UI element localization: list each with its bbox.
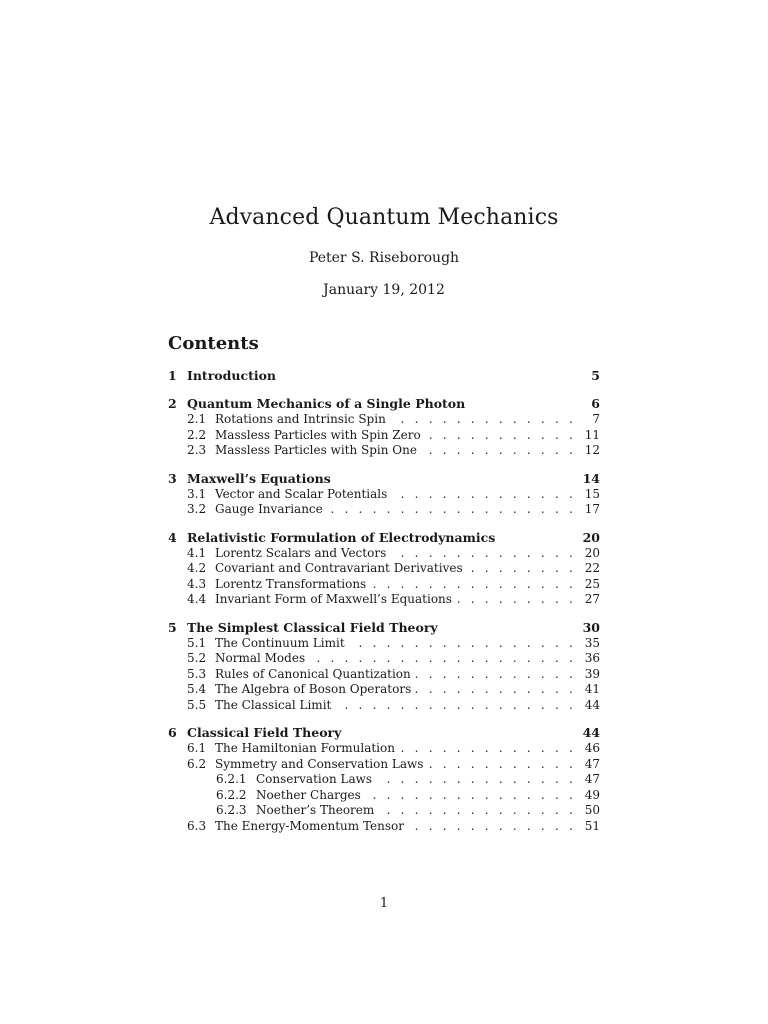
contents-heading: Contents <box>168 333 259 354</box>
section-title: The Continuum Limit <box>215 635 345 650</box>
toc-section-entry[interactable] <box>168 667 600 683</box>
section-page: 11 <box>584 427 600 442</box>
section-title: The Algebra of Boson Operators <box>215 682 412 696</box>
dot-leader <box>415 682 576 698</box>
toc-chapter-entry[interactable] <box>168 470 600 487</box>
subsection-number: 6.2.2 <box>216 787 247 802</box>
subsection-page: 50 <box>584 803 600 817</box>
dot-leader <box>349 636 576 652</box>
chapter-title: Maxwell’s Equations <box>187 470 331 486</box>
dot-leader <box>390 412 576 428</box>
subsection-title: Noether’s Theorem <box>256 803 375 817</box>
subsection-number: 6.2.3 <box>216 803 247 817</box>
toc-section-entry[interactable] <box>168 592 600 608</box>
toc-section-entry[interactable] <box>168 757 600 773</box>
chapter-title: Quantum Mechanics of a Single Photon <box>187 396 466 411</box>
section-page: 15 <box>584 486 600 501</box>
section-number: 4.3 <box>187 576 207 591</box>
toc-section-entry[interactable] <box>168 443 600 459</box>
chapter-title: Classical Field Theory <box>187 725 342 740</box>
subsection-page: 47 <box>584 772 600 786</box>
author-name: Peter S. Riseborough <box>308 250 460 266</box>
dot-leader <box>467 561 576 577</box>
toc-section-entry[interactable] <box>168 741 600 757</box>
section-title: Rotations and Intrinsic Spin <box>215 412 386 426</box>
section-page: 51 <box>584 818 600 833</box>
section-page: 27 <box>584 592 600 606</box>
chapter-page: 6 <box>591 396 600 411</box>
section-page: 47 <box>584 756 600 771</box>
chapter-number: 5 <box>168 619 177 635</box>
chapter-page: 14 <box>582 470 600 486</box>
toc-chapter-entry[interactable] <box>168 395 600 412</box>
section-title: Massless Particles with Spin One <box>215 443 417 457</box>
toc-section-entry[interactable] <box>168 561 600 577</box>
section-title: Lorentz Scalars and Vectors <box>215 545 387 560</box>
subsection-title: Conservation Laws <box>256 772 373 786</box>
section-title: Rules of Canonical Quantization <box>215 666 411 681</box>
dot-leader <box>390 546 576 562</box>
chapter-title: The Simplest Classical Field Theory <box>187 619 438 635</box>
section-page: 41 <box>584 682 600 696</box>
table-of-contents <box>168 367 600 845</box>
toc-section-entry[interactable] <box>168 487 600 503</box>
dot-leader <box>421 443 576 459</box>
section-page: 39 <box>584 666 600 681</box>
section-title: Vector and Scalar Potentials <box>215 486 388 501</box>
dot-leader <box>425 428 576 444</box>
section-number: 4.2 <box>187 561 207 575</box>
toc-section-entry[interactable] <box>168 651 600 667</box>
toc-section-entry[interactable] <box>168 412 600 428</box>
toc-chapter <box>168 724 600 834</box>
section-page: 35 <box>584 635 600 650</box>
chapter-number: 6 <box>168 725 177 740</box>
document-title: Advanced Quantum Mechanics <box>209 205 559 230</box>
toc-section-entry[interactable] <box>168 502 600 518</box>
section-page: 46 <box>584 741 600 755</box>
dot-leader <box>365 788 576 804</box>
toc-chapter-entry[interactable] <box>168 367 600 384</box>
toc-chapter <box>168 529 600 608</box>
page-number: 1 <box>379 896 389 911</box>
subsection-title: Noether Charges <box>256 787 361 802</box>
dot-leader <box>427 757 576 773</box>
dot-leader <box>327 502 576 518</box>
toc-section-entry[interactable] <box>168 577 600 593</box>
section-page: 20 <box>584 545 600 560</box>
dot-leader <box>456 592 576 608</box>
section-title: Massless Particles with Spin Zero <box>215 427 421 442</box>
toc-section-entry[interactable] <box>168 698 600 714</box>
section-number: 6.3 <box>187 818 207 833</box>
chapter-page: 30 <box>582 619 600 635</box>
toc-section-entry[interactable] <box>168 428 600 444</box>
chapter-page: 44 <box>582 725 600 740</box>
section-page: 36 <box>584 651 600 665</box>
toc-section-entry[interactable] <box>168 819 600 835</box>
dot-leader <box>335 698 576 714</box>
dot-leader <box>376 772 576 788</box>
dot-leader <box>378 803 576 819</box>
section-number: 2.1 <box>187 412 207 426</box>
section-number: 5.3 <box>187 666 207 681</box>
toc-section-entry[interactable] <box>168 636 600 652</box>
chapter-number: 1 <box>168 368 177 383</box>
toc-section-entry[interactable] <box>168 546 600 562</box>
dot-leader <box>370 577 576 593</box>
section-title: Normal Modes <box>215 651 306 665</box>
dot-leader <box>408 819 576 835</box>
section-page: 22 <box>584 561 600 575</box>
section-page: 12 <box>584 443 600 457</box>
toc-chapter-entry[interactable] <box>168 529 600 546</box>
section-number: 2.2 <box>187 427 207 442</box>
toc-section-entry[interactable] <box>168 682 600 698</box>
section-number: 6.1 <box>187 741 207 755</box>
chapter-page: 20 <box>582 529 600 545</box>
toc-chapter <box>168 470 600 518</box>
section-number: 5.4 <box>187 682 207 696</box>
document-date: January 19, 2012 <box>323 282 445 298</box>
section-page: 7 <box>592 412 600 426</box>
section-title: Lorentz Transformations <box>215 576 367 591</box>
section-title: The Hamiltonian Formulation <box>215 741 395 755</box>
toc-chapter <box>168 619 600 714</box>
chapter-number: 2 <box>168 396 177 411</box>
section-title: Covariant and Contravariant Derivatives <box>215 561 463 575</box>
dot-leader <box>391 487 576 503</box>
chapter-number: 3 <box>168 470 177 486</box>
section-number: 5.5 <box>187 697 207 712</box>
subsection-page: 49 <box>584 787 600 802</box>
section-title: The Energy-Momentum Tensor <box>215 818 404 833</box>
toc-subsection-entry[interactable] <box>168 788 600 804</box>
section-title: Invariant Form of Maxwell’s Equations <box>215 592 452 606</box>
toc-subsection-entry[interactable] <box>168 772 600 788</box>
section-number: 4.4 <box>187 592 207 606</box>
toc-chapter <box>168 395 600 459</box>
section-number: 6.2 <box>187 756 207 771</box>
chapter-page: 5 <box>591 368 600 383</box>
section-number: 4.1 <box>187 545 207 560</box>
chapter-title: Introduction <box>187 368 277 383</box>
toc-chapter-entry[interactable] <box>168 619 600 636</box>
subsection-number: 6.2.1 <box>216 772 247 786</box>
section-number: 5.2 <box>187 651 207 665</box>
section-title: The Classical Limit <box>215 697 332 712</box>
toc-subsection-entry[interactable] <box>168 803 600 819</box>
toc-chapter <box>168 367 600 384</box>
section-number: 3.1 <box>187 486 207 501</box>
chapter-title: Relativistic Formulation of Electrodynamics <box>187 529 496 545</box>
section-number: 2.3 <box>187 443 207 457</box>
section-page: 25 <box>584 576 600 591</box>
section-title: Symmetry and Conservation Laws <box>215 756 424 771</box>
dot-leader <box>415 667 576 683</box>
dot-leader <box>309 651 576 667</box>
toc-chapter-entry[interactable] <box>168 724 600 741</box>
section-title: Gauge Invariance <box>215 502 323 516</box>
section-page: 17 <box>584 502 600 516</box>
dot-leader <box>399 741 576 757</box>
section-number: 3.2 <box>187 502 207 516</box>
chapter-number: 4 <box>168 529 177 545</box>
section-number: 5.1 <box>187 635 207 650</box>
section-page: 44 <box>584 697 600 712</box>
